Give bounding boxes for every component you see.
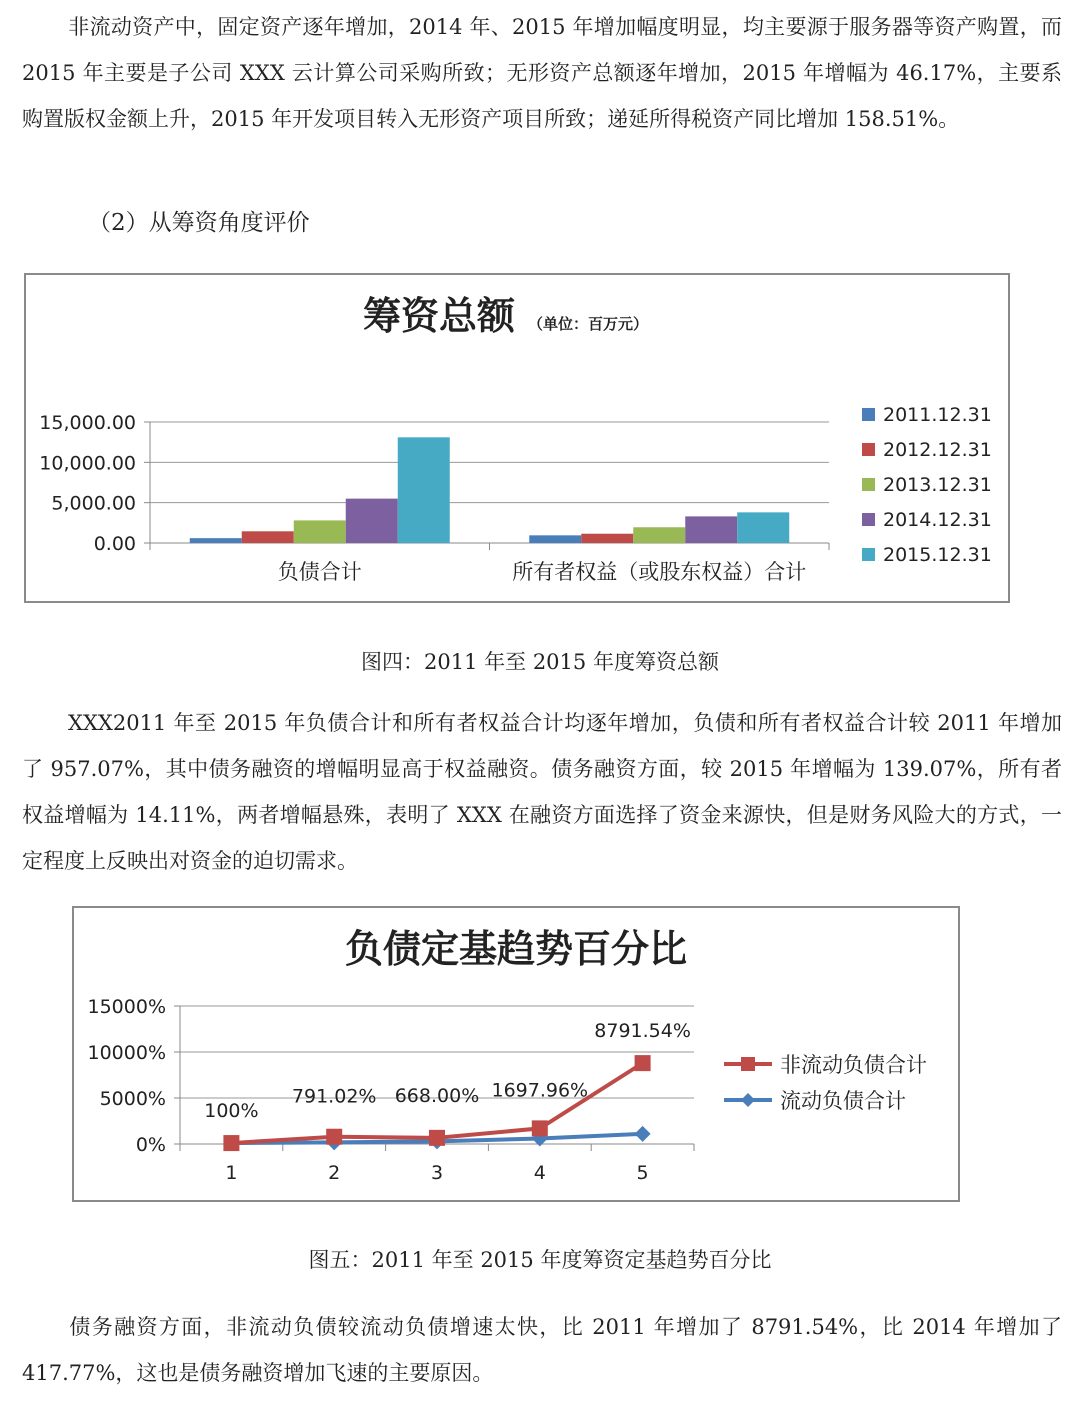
data-label: 8791.54% xyxy=(594,1020,691,1043)
chart-title: 负债定基趋势百分比 xyxy=(344,927,688,971)
legend-label: 非流动负债合计 xyxy=(780,1053,927,1077)
legend-swatch xyxy=(862,408,875,421)
bar-2014.12.31-0 xyxy=(346,499,398,543)
section-heading: （2）从筹资角度评价 xyxy=(88,210,310,236)
paragraph-noncurrent-assets: 非流动资产中，固定资产逐年增加，2014 年、2015 年增加幅度明显，均主要源于服务器等资产购置，而 2015 年主要是子公司 XXX 云计算公司采购所致；无形资产总额逐年增加，2015 年增幅为 46.17%，主要系购置版权金额上升，2015 年开发项目转入无形资产项目所致；递延所得税资产同比增加 158.51%。 xyxy=(22,15,1062,131)
legend-marker xyxy=(741,1057,755,1071)
bar-2015.12.31-1 xyxy=(737,512,789,543)
data-label: 791.02% xyxy=(291,1085,377,1108)
x-category-label: 所有者权益（或股东权益）合计 xyxy=(512,560,807,584)
x-tick-label: 2 xyxy=(328,1162,341,1184)
liability-trend-chart xyxy=(72,906,960,1202)
figure-4-caption: 图四：2011 年至 2015 年度筹资总额 xyxy=(361,650,719,674)
y-tick-label: 15,000.00 xyxy=(39,412,136,434)
legend-swatch xyxy=(862,443,875,456)
y-tick-label: 10000% xyxy=(87,1042,166,1064)
bar-2012.12.31-0 xyxy=(242,531,294,543)
bar-2013.12.31-0 xyxy=(294,520,346,543)
x-category-label: 负债合计 xyxy=(277,560,362,584)
legend-label: 2014.12.31 xyxy=(883,509,992,531)
legend-marker xyxy=(741,1093,755,1107)
legend-swatch xyxy=(862,548,875,561)
data-point xyxy=(635,1126,651,1142)
y-tick-label: 5,000.00 xyxy=(51,492,136,515)
financing-total-chart xyxy=(24,273,1010,603)
data-label: 100% xyxy=(204,1100,259,1123)
y-tick-label: 0% xyxy=(135,1134,166,1156)
data-label: 1697.96% xyxy=(491,1079,589,1102)
bar-chart-svg xyxy=(26,275,1008,601)
chart-title: 筹资总额 xyxy=(363,294,516,338)
legend-label: 2015.12.31 xyxy=(883,544,992,566)
legend-label: 2012.12.31 xyxy=(883,439,992,461)
y-tick-label: 10,000.00 xyxy=(39,452,136,475)
x-tick-label: 5 xyxy=(636,1162,649,1184)
y-tick-label: 15000% xyxy=(87,996,166,1018)
line-chart-svg xyxy=(74,908,958,1200)
data-point xyxy=(532,1120,548,1136)
bar-2011.12.31-0 xyxy=(190,538,242,543)
legend-swatch xyxy=(862,478,875,491)
data-point xyxy=(429,1130,445,1146)
data-label: 668.00% xyxy=(394,1084,480,1107)
y-tick-label: 0.00 xyxy=(93,533,136,555)
bar-2013.12.31-1 xyxy=(633,527,685,543)
figure-5-caption: 图五：2011 年至 2015 年度筹资定基趋势百分比 xyxy=(308,1248,772,1272)
legend-swatch xyxy=(862,513,875,526)
paragraph-financing: XXX2011 年至 2015 年负债合计和所有者权益合计均逐年增加，负债和所有者权益合计较 2011 年增加了 957.07%，其中债务融资的增幅明显高于权益融资。债务融资方面，较 2015 年增幅为 139.07%，所有者权益增幅为 14.11%，两者增幅悬殊，表明了 XXX 在融资方面选择了资金来源快，但是财务风险大的方式，一定程度上反映出对资金的迫切需求。 xyxy=(22,711,1062,873)
legend-label: 2013.12.31 xyxy=(883,474,992,496)
x-tick-label: 1 xyxy=(225,1162,238,1184)
y-tick-label: 5000% xyxy=(99,1088,166,1110)
bar-2014.12.31-1 xyxy=(685,516,737,543)
data-point xyxy=(635,1055,651,1071)
x-tick-label: 4 xyxy=(533,1162,546,1184)
paragraph-debt-financing: 债务融资方面，非流动负债较流动负债增速太快，比 2011 年增加了 8791.54%，比 2014 年增加了 417.77%，这也是债务融资增加飞速的主要原因。 xyxy=(22,1315,1062,1385)
chart-subtitle: （单位：百万元） xyxy=(528,315,649,333)
bar-2012.12.31-1 xyxy=(581,534,633,543)
bar-2011.12.31-1 xyxy=(529,535,581,543)
data-point xyxy=(326,1129,342,1145)
x-tick-label: 3 xyxy=(430,1162,444,1184)
data-point xyxy=(223,1135,239,1151)
bar-2015.12.31-0 xyxy=(398,437,450,543)
legend-label: 流动负债合计 xyxy=(780,1089,906,1113)
legend-label: 2011.12.31 xyxy=(883,404,992,426)
